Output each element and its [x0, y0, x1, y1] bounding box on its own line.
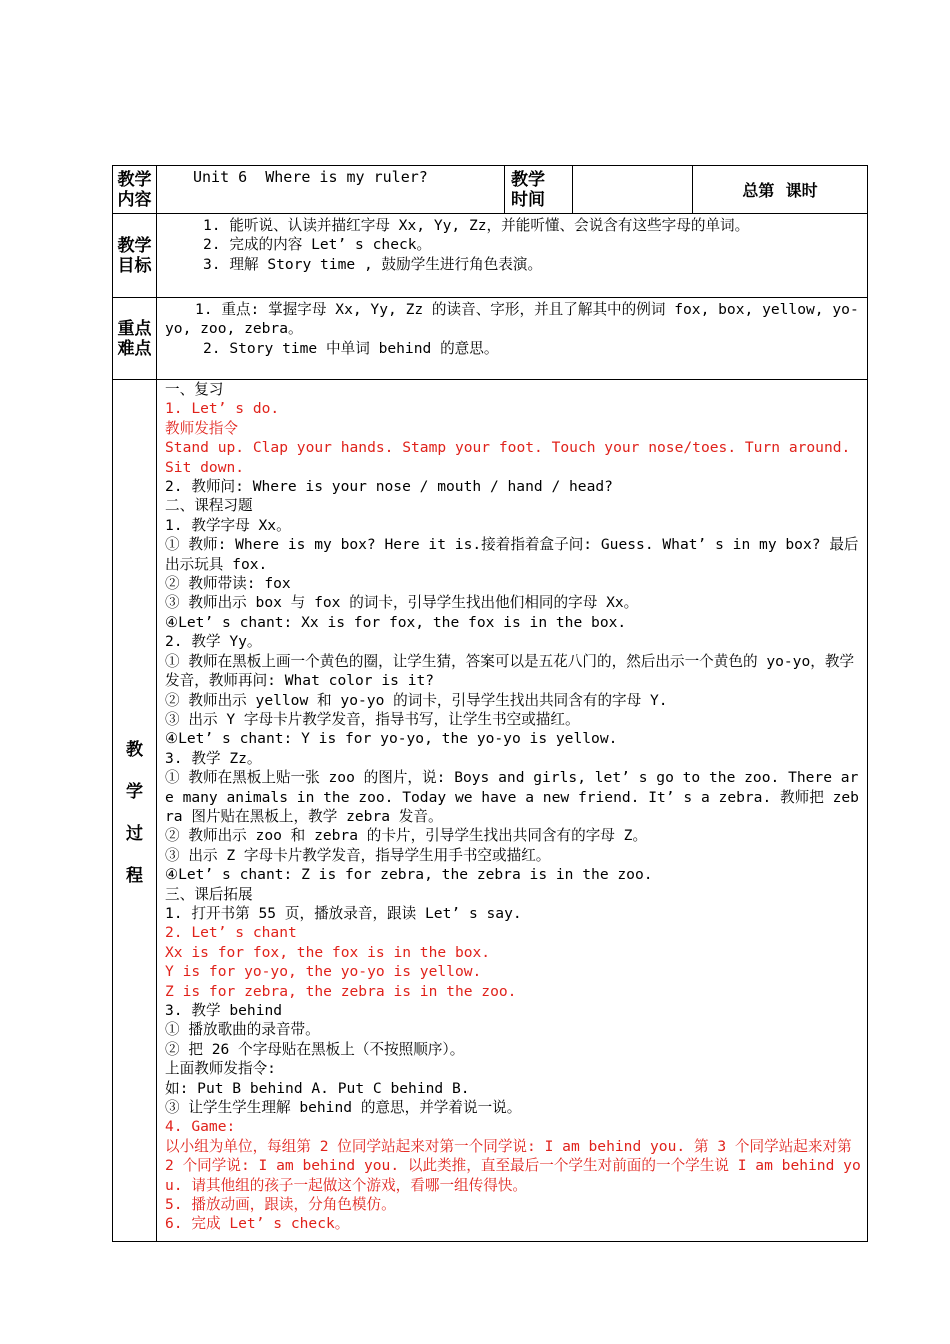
- process-line: ② 教师出示 zoo 和 zebra 的卡片，引导学生找出共同含有的字母 Z。: [165, 827, 648, 845]
- lesson-plan-table: [112, 165, 868, 1242]
- process-line: ① 教师: Where is my box? Here it is.接着指着盒子问: Guess. What’ s in my box? 最后出示玩具 fox.: [165, 536, 859, 573]
- process-line: 4. Game:: [165, 1118, 236, 1136]
- process-line: 二、课程习题: [165, 497, 253, 515]
- process-line: ① 教师在黑板上贴一张 zoo 的图片，说: Boys and girls, let’ s go to the zoo. There are many animals in the zoo. Today we have a new friend. It’ s a zebra. 教师把 zebra 图片贴在黑板上，教学 zebra 发音。: [165, 769, 859, 825]
- goals-content: [157, 214, 868, 298]
- content-value: Unit 6 Where is my ruler?: [157, 166, 505, 214]
- process-line: ② 教师出示 yellow 和 yo-yo 的词卡，引导学生找出共同含有的字母 Y.: [165, 691, 668, 709]
- process-line: ③ 出示 Z 字母卡片教学发音，指导学生用手书空或描红。: [165, 846, 551, 864]
- goals-label-text: 教学 目标: [117, 235, 152, 276]
- process-label-char: 过: [126, 824, 143, 844]
- content-label-text: 教学 内容: [117, 169, 152, 210]
- process-label-char: 教: [126, 740, 143, 760]
- process-line: Y is for yo-yo, the yo-yo is yellow.: [165, 963, 482, 981]
- keypoints-content: [157, 298, 868, 380]
- process-line: Z is for zebra, the zebra is in the zoo.: [165, 982, 517, 1000]
- time-label: [505, 166, 573, 214]
- process-line: 如: Put B behind A. Put C behind B.: [165, 1079, 470, 1097]
- process-line: 一、复习: [165, 381, 224, 398]
- process-line: 2. Let’ s chant: [165, 924, 297, 942]
- process-line: ④Let’ s chant: Y is for yo-yo, the yo-yo is yellow.: [165, 730, 618, 748]
- process-label-char: 程: [126, 866, 143, 886]
- keypoints-label-text: 重点 难点: [117, 318, 152, 359]
- keypoints-label: [113, 298, 157, 380]
- process-label-char: 学: [126, 782, 143, 802]
- process-line: 2. 教学 Yy。: [165, 633, 262, 651]
- goal-line: 2. 完成的内容 Let’ s check。: [203, 236, 432, 254]
- keypoints-row: [113, 298, 868, 380]
- goal-line: 1. 能听说、认读并描红字母 Xx, Yy, Zz，并能听懂、会说含有这些字母的单词。: [203, 217, 750, 234]
- keypoint-line: 2. Story time 中单词 behind 的意思。: [203, 339, 499, 357]
- process-line: ③ 出示 Y 字母卡片教学发音，指导书写，让学生书空或描红。: [165, 710, 580, 728]
- time-value: [573, 166, 693, 214]
- process-line: 上面教师发指令:: [165, 1060, 276, 1078]
- process-line: ① 教师在黑板上画一个黄色的圈，让学生猜，答案可以是五花八门的，然后出示一个黄色的 yo-yo，教学发音，教师再问: What color is it?: [165, 652, 855, 690]
- process-line: 3. 教学 Zz。: [165, 749, 262, 767]
- process-line: ② 把 26 个字母贴在黑板上（不按照顺序）。: [165, 1040, 465, 1058]
- time-label-text: 教学 时间: [511, 169, 545, 210]
- process-line: Xx is for fox, the fox is in the box.: [165, 943, 491, 961]
- process-line: 1. 打开书第 55 页，播放录音，跟读 Let’ s say.: [165, 904, 522, 922]
- goal-line: 3. 理解 Story time , 鼓励学生进行角色表演。: [203, 255, 543, 273]
- process-line: 教师发指令: [165, 419, 238, 437]
- process-lines: [165, 380, 861, 1234]
- goals-row: [113, 214, 868, 298]
- process-line: 以小组为单位，每组第 2 位同学站起来对第一个同学说: I am behind you. 第 3 个同学站起来对第 2 个同学说: I am behind you. 以此类推，直至最后一个学生对前面的一个学生说 I am behind you. 请其他组的孩子一起做这个游戏，看哪一组传得快。: [165, 1137, 861, 1194]
- process-line: ② 教师带读: fox: [165, 575, 291, 593]
- process-line: ① 播放歌曲的录音带。: [165, 1021, 320, 1039]
- process-line: ③ 教师出示 box 与 fox 的词卡，引导学生找出他们相同的字母 Xx。: [165, 594, 639, 612]
- process-line: ④Let’ s chant: Z is for zebra, the zebra is in the zoo.: [165, 866, 653, 884]
- process-line: 三、课后拓展: [165, 885, 253, 903]
- process-content: [157, 380, 868, 1242]
- process-label: [113, 380, 157, 1242]
- process-row: [113, 380, 868, 1242]
- total-lessons: 总第 课时: [693, 166, 868, 214]
- process-line: 1. Let’ s do.: [165, 400, 280, 418]
- process-line: 1. 教学字母 Xx。: [165, 516, 291, 534]
- process-line: 5. 播放动画，跟读，分角色模仿。: [165, 1196, 396, 1214]
- process-line: 3. 教学 behind: [165, 1002, 283, 1019]
- goals-label: [113, 214, 157, 298]
- header-row: [113, 166, 868, 214]
- process-line: ④Let’ s chant: Xx is for fox, the fox is in the box.: [165, 613, 627, 631]
- process-line: 6. 完成 Let’ s check。: [165, 1215, 350, 1233]
- content-label: [113, 166, 157, 214]
- process-line: Stand up. Clap your hands. Stamp your foot. Touch your nose/toes. Turn around. Sit down.: [165, 439, 851, 476]
- process-line: 2. 教师问: Where is your nose / mouth / hand / head?: [165, 478, 613, 496]
- keypoint-line: 1. 重点: 掌握字母 Xx, Yy, Zz 的读音、字形，并且了解其中的例词 fox, box, yellow, yo-yo, zoo, zebra。: [165, 301, 859, 338]
- process-line: ③ 让学生学生理解 behind 的意思，并学着说一说。: [165, 1099, 522, 1117]
